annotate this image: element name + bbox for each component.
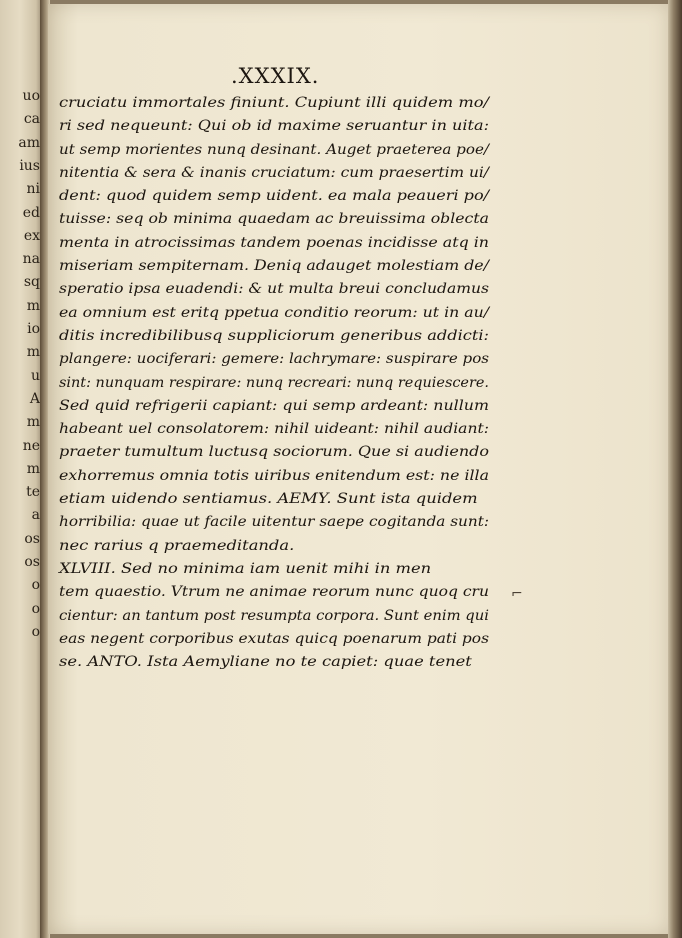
text-line	[59, 372, 489, 395]
text-line	[59, 511, 489, 534]
text-line	[59, 418, 489, 441]
text-line-content: speratio ipsa euadendi: & ut multa breui concludamus	[59, 281, 489, 298]
text-block	[59, 92, 489, 674]
left-page-fragment: na	[22, 251, 40, 268]
left-page-fragment: ed	[22, 204, 40, 221]
text-line	[59, 115, 489, 138]
text-line-content: eas negent corporibus exutas quicq poenarum pati pos	[59, 630, 489, 647]
text-line	[59, 488, 489, 511]
text-line-content: dent: quod quidem semp uident. ea mala peaueri po/	[59, 188, 489, 205]
text-line	[59, 92, 489, 115]
left-page-fragment: A	[29, 390, 40, 407]
left-page-fragment: sq	[23, 274, 40, 291]
left-page-fragment: uo	[22, 88, 40, 104]
text-line	[59, 302, 489, 325]
left-page-fragment: os	[24, 530, 40, 547]
text-line	[59, 581, 489, 604]
left-page-fragment: ex	[23, 227, 40, 244]
text-line-content: sint: nunquam respirare: nunq recreari: nunq requiescere.	[59, 374, 489, 391]
text-line	[59, 325, 489, 348]
left-page-fragment: u	[30, 367, 40, 384]
text-line	[59, 558, 489, 581]
left-page-fragment: m	[26, 344, 40, 361]
text-line	[59, 465, 489, 488]
text-line	[59, 535, 489, 558]
text-line	[59, 139, 489, 162]
left-page-fragment: ne	[22, 437, 40, 454]
text-line-content: tem quaestio. Vtrum ne animae reorum nunc quoq cru	[59, 584, 489, 601]
text-line-content: etiam uidendo sentiamus. AEMY. Sunt ista quidem	[59, 491, 478, 508]
text-line	[59, 441, 489, 464]
text-line	[59, 208, 489, 231]
text-line	[59, 162, 489, 185]
left-page-fragment: os	[24, 554, 40, 570]
text-line	[59, 185, 489, 208]
text-line-content: ut semp morientes nunq desinant. Auget praeterea poe/	[59, 141, 489, 158]
text-line-content: tuisse: seq ob minima quaedam ac breuissima oblecta	[59, 211, 489, 228]
text-line	[59, 232, 489, 255]
left-page-fragment: io	[27, 321, 40, 337]
text-line-content: habeant uel consolatorem: nihil uideant: nihil audiant:	[59, 421, 490, 438]
left-page-fragment: a	[31, 507, 40, 524]
text-line	[59, 395, 489, 418]
text-line	[59, 278, 489, 301]
right-page-edge	[668, 0, 682, 938]
left-page-fragment: am	[18, 134, 40, 151]
left-page-fragment: m	[26, 297, 40, 314]
text-line-content: miseriam sempiternam. Deniq adauget molestiam de/	[59, 258, 489, 275]
text-line-content: ea omnium est eritq ppetua conditio reorum: ut in au/	[59, 304, 489, 321]
left-page-fragment: ius	[19, 157, 40, 174]
left-page-fragment: ca	[23, 111, 40, 128]
text-line-content: cientur: an tantum post resumpta corpora. Sunt enim qui	[59, 607, 489, 624]
folio-number: .XXXIX.	[231, 64, 320, 88]
text-line-content: Sed quid refrigerii capiant: qui semp ardeant: nullum	[59, 397, 489, 414]
left-page-fragment: m	[26, 414, 40, 431]
left-page-fragment: o	[31, 600, 40, 617]
text-line-content: ditis incredibilibusq suppliciorum generibus addicti:	[59, 327, 489, 344]
text-line-content: horribilia: quae ut facile uitentur saepe cogitanda sunt:	[59, 514, 489, 531]
text-line	[59, 255, 489, 278]
left-page-fragment: o	[31, 577, 40, 594]
text-line-content: se. ANTO. Ista Aemyliane no te capiet: quae tenet	[59, 654, 472, 671]
left-page-fragment: o	[31, 623, 40, 640]
text-line-content: plangere: uociferari: gemere: lachrymare: suspirare pos	[59, 351, 489, 368]
left-page-fragment: te	[26, 484, 40, 501]
text-line-content: praeter tumultum luctusq sociorum. Que si audiendo	[59, 444, 489, 461]
text-line-content: nitentia & sera & inanis cruciatum: cum praesertim ui/	[59, 164, 489, 181]
text-line-content: XLVIII. Sed no minima iam uenit mihi in men	[59, 560, 432, 577]
text-line-content: menta in atrocissimas tandem poenas incidisse atq in	[59, 234, 489, 251]
text-line-content: ri sed nequeunt: Qui ob id maxime seruantur in uita:	[59, 118, 489, 135]
text-line-content: nec rarius q praemeditanda.	[59, 537, 295, 554]
left-page-fragment: ni	[26, 181, 40, 198]
text-line-content: exhorremus omnia totis uiribus enitendum est: ne illa	[59, 467, 489, 484]
manuscript-page	[48, 4, 668, 934]
left-page-edge	[0, 0, 44, 938]
text-line	[59, 348, 489, 371]
text-line-content: cruciatu immortales finiunt. Cupiunt illi quidem mo/	[59, 95, 489, 111]
margin-mark: ⌐	[511, 586, 523, 602]
left-page-fragment: m	[26, 460, 40, 477]
text-line	[59, 605, 489, 628]
text-line	[59, 628, 489, 651]
text-line	[59, 651, 489, 674]
